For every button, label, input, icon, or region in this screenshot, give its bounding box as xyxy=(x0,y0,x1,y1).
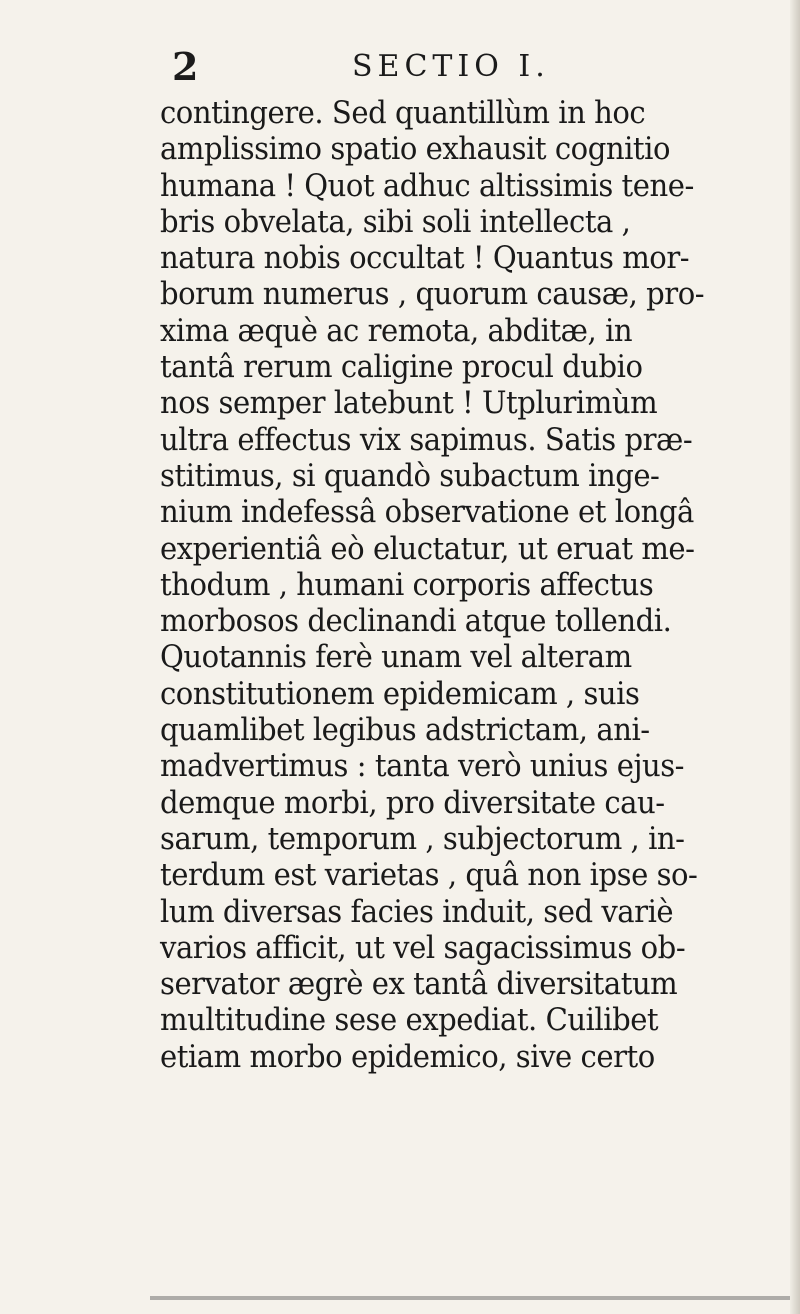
text-line: experientiâ eò eluctatur, ut eruat me- xyxy=(160,530,695,567)
body-text xyxy=(160,95,800,1075)
running-head: SECTIO I. xyxy=(352,49,550,84)
text-line: bris obvelata, sibi soli intellecta , xyxy=(160,203,631,240)
text-line: morbosos declinandi atque tollendi. xyxy=(160,603,672,640)
text-line: sarum, temporum , subjectorum , in- xyxy=(160,820,685,857)
text-line: servator ægrè ex tantâ diversitatum xyxy=(160,966,678,1003)
text-line: borum numerus , quorum causæ, pro- xyxy=(160,276,705,313)
text-line: madvertimus : tanta verò unius ejus- xyxy=(160,748,685,785)
text-line: ultra effectus vix sapimus. Satis præ- xyxy=(160,421,693,458)
text-line: varios afficit, ut vel sagacissimus ob- xyxy=(160,929,686,966)
text-line: natura nobis occultat ! Quantus mor- xyxy=(160,240,690,277)
page-number: 2 xyxy=(172,44,199,89)
text-line: terdum est varietas , quâ non ipse so- xyxy=(160,857,698,894)
text-line: tantâ rerum caligine procul dubio xyxy=(160,349,643,386)
text-line: etiam morbo epidemico, sive certo xyxy=(160,1038,655,1075)
text-line: Quotannis ferè unam vel alteram xyxy=(160,639,632,676)
text-line: stitimus, si quandò subactum inge- xyxy=(160,457,660,494)
text-line: humana ! Quot adhuc altissimis tene- xyxy=(160,167,694,204)
text-line: amplissimo spatio exhausit cognitio xyxy=(160,131,670,168)
text-line: quamlibet legibus adstrictam, ani- xyxy=(160,712,650,749)
text-line: demque morbi, pro diversitate cau- xyxy=(160,784,665,821)
text-line: nium indefessâ observatione et longâ xyxy=(160,494,694,531)
text-line: contingere. Sed quantillùm in hoc xyxy=(160,95,646,131)
text-line: xima æquè ac remota, abditæ, in xyxy=(160,312,633,349)
page-header xyxy=(0,42,800,92)
text-line: nos semper latebunt ! Utplurimùm xyxy=(160,385,658,422)
text-line: multitudine sese expediat. Cuilibet xyxy=(160,1002,659,1039)
text-line: thodum , humani corporis affectus xyxy=(160,566,654,603)
bottom-shadow xyxy=(150,1296,790,1300)
text-line: constitutionem epidemicam , suis xyxy=(160,675,640,712)
text-line: lum diversas facies induit, sed variè xyxy=(160,893,674,930)
